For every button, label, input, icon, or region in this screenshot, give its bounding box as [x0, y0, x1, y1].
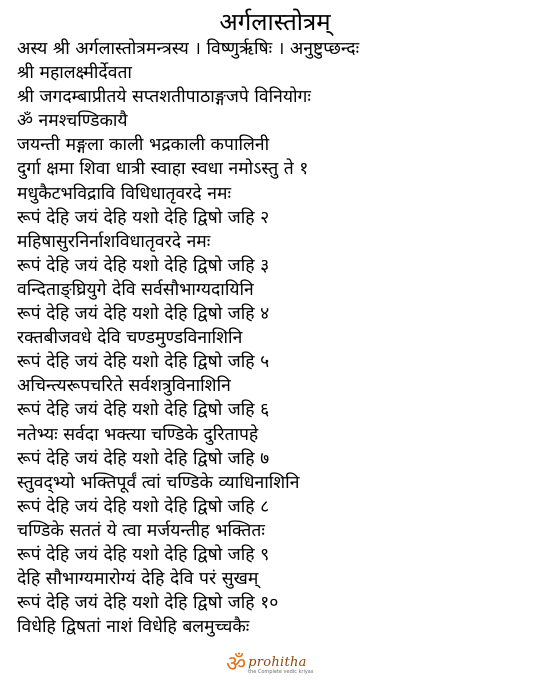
brand-name: prohitha	[248, 654, 307, 670]
verse-line: रूपं देहि जयं देहि यशो देहि द्विषो जहि २	[17, 207, 270, 228]
verse-line: विधेहि द्विषतां नाशं विधेहि बलमुच्चकैः	[17, 617, 250, 638]
verse-line: रूपं देहि जयं देहि यशो देहि द्विषो जहि ३	[17, 255, 270, 276]
verse-line: रूपं देहि जयं देहि यशो देहि द्विषो जहि १०	[17, 593, 279, 614]
verse-line: अस्य श्री अर्गलास्तोत्रमन्त्रस्य । विष्णुर्ऋषिः । अनुष्टुप्छन्दः	[17, 39, 360, 59]
footer-logo	[226, 652, 336, 678]
verse-line: वन्दिताङ्घ्रियुगे देवि सर्वसौभाग्यदायिनि	[17, 279, 254, 300]
verse-lines	[17, 37, 547, 639]
verse-line: रूपं देहि जयं देहि यशो देहि द्विषो जहि ५	[17, 352, 270, 373]
verse-line: रूपं देहि जयं देहि यशो देहि द्विषो जहि ७	[17, 448, 270, 469]
verse-line: मधुकैटभविद्रावि विधिधातृवरदे नमः	[17, 183, 231, 204]
om-icon: ॐ	[226, 652, 247, 677]
verse-line: रूपं देहि जयं देहि यशो देहि द्विषो जहि ८	[17, 496, 270, 517]
brand-tagline: the Complete vedic kriyas	[248, 668, 314, 675]
brand-block	[248, 656, 313, 675]
verse-line: ॐ नमश्चण्डिकायै	[17, 111, 128, 132]
verse-line: श्री जगदम्बाप्रीतये सप्तशतीपाठाङ्गजपे विनियोगः	[17, 87, 311, 108]
verse-line: जयन्ती मङ्गला काली भद्रकाली कपालिनी	[17, 135, 270, 156]
verse-line: रूपं देहि जयं देहि यशो देहि द्विषो जहि ९	[17, 544, 270, 565]
verse-line: स्तुवद्भ्यो भक्तिपूर्वं त्वां चण्डिके व्याधिनाशिनि	[17, 472, 300, 493]
verse-line: महिषासुरनिर्नाशविधातृवरदे नमः	[17, 231, 211, 252]
verse-line: देहि सौभाग्यमारोग्यं देहि देवि परं सुखम्	[17, 569, 259, 590]
verse-line: रूपं देहि जयं देहि यशो देहि द्विषो जहि ४	[17, 304, 270, 325]
verse-line: चण्डिके सततं ये त्वा मर्जयन्तीह भक्तितः	[17, 520, 265, 541]
verse-line: रूपं देहि जयं देहि यशो देहि द्विषो जहि ६	[17, 400, 270, 421]
verse-line: अचिन्त्यरूपचरिते सर्वशत्रुविनाशिनि	[17, 376, 231, 397]
verse-line: श्री महालक्ष्मीर्देवता	[17, 63, 132, 84]
verse-line: नतेभ्यः सर्वदा भक्त्या चण्डिके दुरितापहे	[17, 424, 259, 445]
page-title: अर्गलास्तोत्रम्	[219, 8, 331, 36]
verse-line: रक्तबीजवधे देवि चण्डमुण्डविनाशिनि	[17, 328, 243, 349]
verse-line: दुर्गा क्षमा शिवा धात्री स्वाहा स्वधा नमोऽस्तु ते १	[17, 159, 309, 180]
